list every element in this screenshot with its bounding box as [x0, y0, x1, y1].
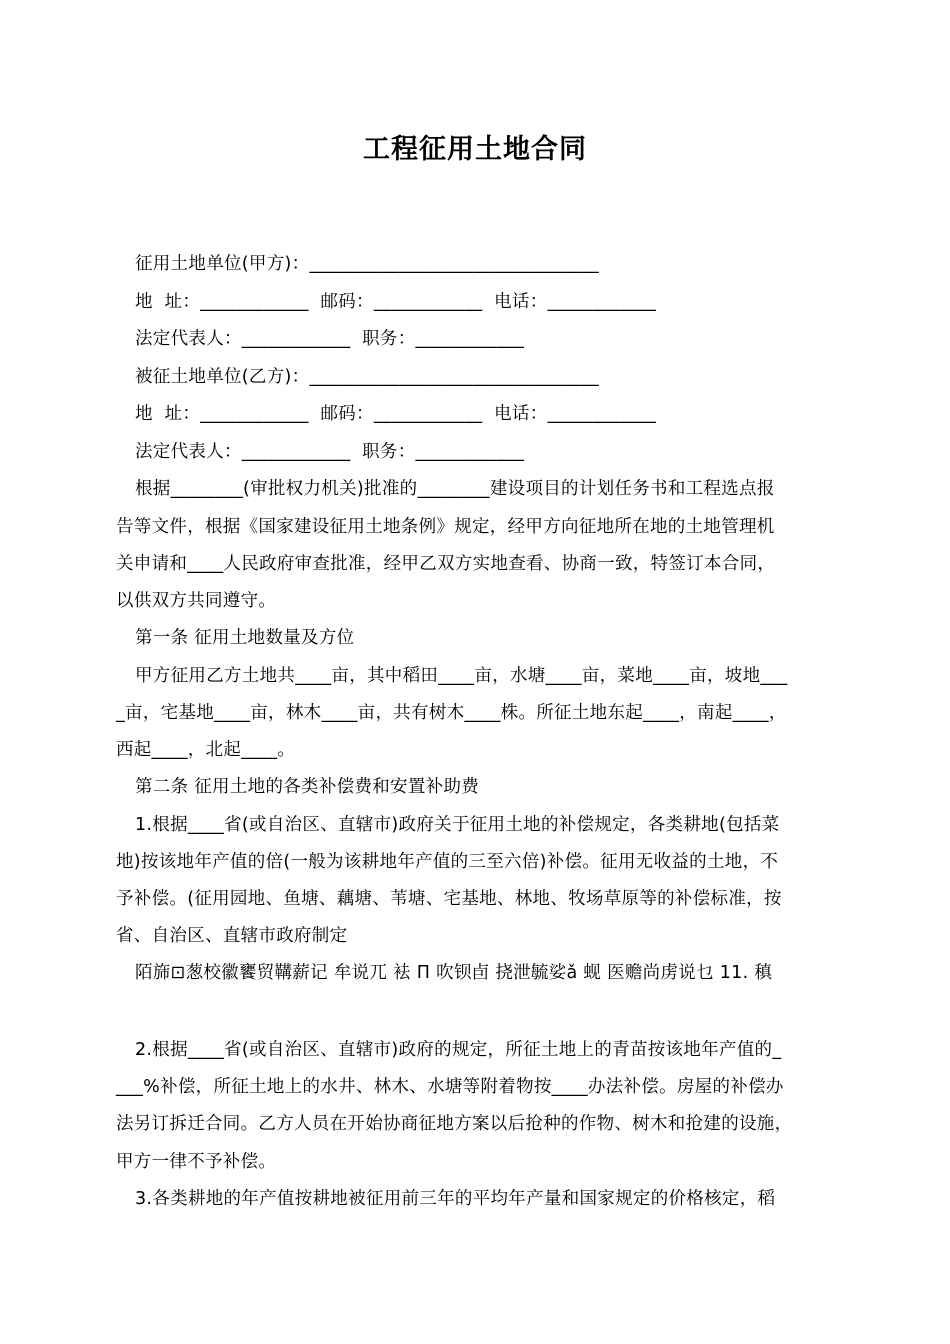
party-a-name-line: 征用土地单位(甲方)：________________________________ [135, 254, 600, 274]
article-2-item-2-line-1: 2.根据____省(或自治区、直辖市)政府的规定，所征土地上的青苗按该地年产值的_ [135, 1040, 782, 1060]
document-title: 工程征用土地合同 [363, 134, 587, 165]
article-2-item-1-line-3: 予补偿。(征用园地、鱼塘、藕塘、苇塘、宅基地、林地、牧场草原等的补偿标准，按 [116, 889, 782, 909]
article-2-item-1-line-2: 地)按该地年产值的倍(一般为该耕地年产值的三至六倍)补偿。征用无收益的土地，不 [116, 852, 779, 872]
party-b-name-line: 被征土地单位(乙方)：________________________________ [135, 367, 600, 387]
article-1-line-2: _亩，宅基地____亩，林木____亩，共有树木____株。所征土地东起____，南起____， [116, 703, 787, 723]
party-b-representative-line: 法定代表人：____________ 职务：____________ [135, 442, 525, 462]
article-2-item-1-line-4: 省、自治区、直辖市政府制定 [116, 926, 348, 946]
party-b-address-line: 地 址：____________ 邮码：____________ 电话：____________ [135, 404, 657, 424]
garbled-text-line: 陌旆⊡葱校徽饔贸鞲薪记 牟说兀 袪 Π 吹钡卣 挠泄毓娑ǎ 蚬 医赡尚虏说乜 11. 稹 [135, 963, 773, 983]
preamble-line-3: 关申请和____人民政府审查批准，经甲乙双方实地查看、协商一致，特签订本合同， [116, 554, 776, 574]
article-2-item-3-line-1: 3.各类耕地的年产值按耕地被征用前三年的平均年产量和国家规定的价格核定，稻 [135, 1189, 776, 1209]
party-a-address-line: 地 址：____________ 邮码：____________ 电话：____________ [135, 292, 657, 312]
article-1-line-1: 甲方征用乙方土地共____亩，其中稻田____亩，水塘____亩，菜地____亩，坡地___ [135, 666, 788, 686]
article-2-item-1-line-1: 1.根据____省(或自治区、直辖市)政府关于征用土地的补偿规定，各类耕地(包括菜 [135, 815, 780, 835]
preamble-line-2: 告等文件，根据《国家建设征用土地条例》规定，经甲方向征地所在地的土地管理机 [116, 517, 775, 537]
preamble-line-4: 以供双方共同遵守。 [116, 591, 277, 611]
party-a-representative-line: 法定代表人：____________ 职务：____________ [135, 329, 525, 349]
article-1-heading: 第一条 征用土地数量及方位 [135, 628, 355, 648]
preamble-line-1: 根据________(审批权力机关)批准的________建设项目的计划任务书和工程选点报 [135, 479, 775, 499]
article-2-item-2-line-3: 法另订拆迁合同。乙方人员在开始协商征地方案以后抢种的作物、树木和抢建的设施， [116, 1114, 793, 1134]
article-1-line-3: 西起____，北起____。 [116, 740, 296, 760]
article-2-item-2-line-2: ___%补偿，所征土地上的水井、林木、水塘等附着物按____办法补偿。房屋的补偿办 [116, 1077, 784, 1097]
article-2-item-2-line-4: 甲方一律不予补偿。 [116, 1152, 277, 1172]
article-2-heading: 第二条 征用土地的各类补偿费和安置补助费 [135, 777, 480, 797]
